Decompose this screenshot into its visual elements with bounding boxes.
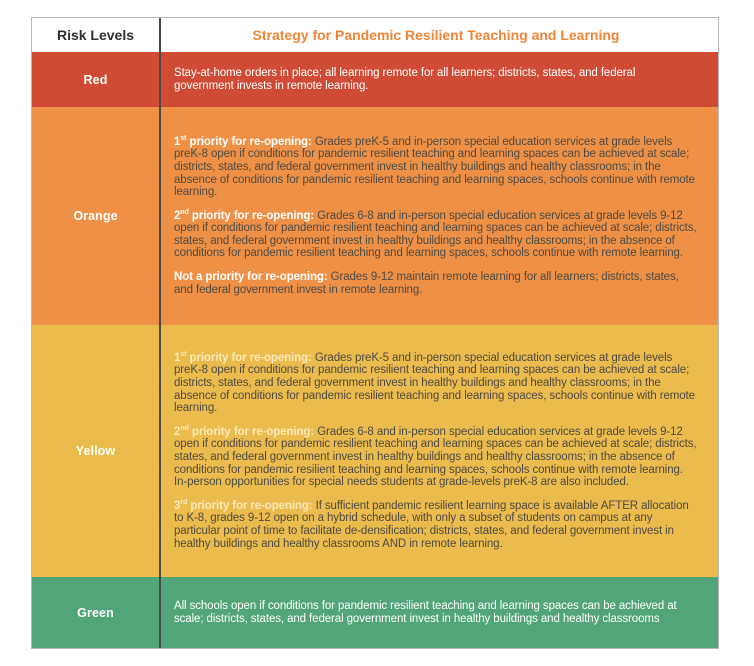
risk-strategy-table bbox=[31, 17, 719, 649]
paragraph-body: Grades preK-5 and in-person special education services at grade levels preK-8 open if conditions for pandemic resilient teaching and learning spaces can be achieved at scale; districts, states, and federal government invest in healthy buildings and healthy classrooms; in the absence of conditions for pandemic resilient teaching and learning spaces, schools continue with remote learning. bbox=[174, 351, 695, 415]
strategy-header-label: Strategy for Pandemic Resilient Teaching and Learning bbox=[252, 27, 620, 43]
risk-level-label-yellow: Yellow bbox=[75, 444, 116, 458]
paragraph-body: Grades preK-5 and in-person special education services at grade levels preK-8 open if conditions for pandemic resilient teaching and learning spaces can be achieved at scale; districts, states, and federal government invest in healthy buildings and healthy classrooms; in the absence of conditions for pandemic resilient teaching and learning spaces, schools continue with remote learning. bbox=[174, 135, 695, 199]
paragraph-body: Grades 9-12 maintain remote learning for all learners; districts, states, and federal government invest in remote learning. bbox=[174, 271, 679, 296]
risk-levels-header-label: Risk Levels bbox=[56, 27, 135, 43]
strategy-cell-red bbox=[159, 52, 718, 107]
paragraph-body: All schools open if conditions for pandemic resilient teaching and learning spaces can be achieved at scale; districts, states, and federal government invest in healthy buildings and healthy classrooms bbox=[174, 599, 677, 625]
strategy-cell-yellow bbox=[159, 325, 718, 577]
paragraph-body: Stay-at-home orders in place; all learning remote for all learners; districts, states, and federal government invests in remote learning. bbox=[174, 66, 636, 92]
strategy-cell-green bbox=[159, 577, 718, 648]
priority-lead: 1st priority for re-opening: bbox=[174, 133, 312, 148]
strategy-paragraph bbox=[174, 271, 698, 296]
strategy-paragraph bbox=[174, 497, 698, 550]
ordinal-superscript: nd bbox=[180, 423, 189, 432]
priority-lead: 2nd priority for re-opening: bbox=[174, 423, 315, 438]
ordinal-superscript: rd bbox=[180, 497, 188, 506]
paragraph-body: Grades 6-8 and in-person special education services at grade levels 9-12 open if conditions for pandemic resilient teaching and learning spaces can be achieved at scale; districts, states, and federal government invest in healthy buildings and healthy classrooms; in the absence of conditions for pandemic resilient teaching and learning spaces, schools continue with remote learning. bbox=[174, 209, 697, 260]
priority-lead: Not a priority for re-opening: bbox=[174, 271, 328, 284]
risk-level-cell-orange bbox=[32, 107, 159, 325]
priority-lead: 2nd priority for re-opening: bbox=[174, 207, 315, 222]
risk-level-cell-red bbox=[32, 52, 159, 107]
strategy-header-cell bbox=[159, 18, 718, 52]
strategy-paragraph bbox=[174, 67, 698, 92]
risk-level-cell-green bbox=[32, 577, 159, 648]
paragraph-body: If sufficient pandemic resilient learning space is available AFTER allocation to K-8, grades 9-12 open on a hybrid schedule, with only a subset of students on campus at any particular point of time to facilitate de-densification; districts, states, and federal government invest in healthy buildings and healthy classrooms AND in remote learning. bbox=[174, 499, 689, 550]
strategy-paragraph bbox=[174, 207, 698, 260]
ordinal-superscript: st bbox=[180, 133, 187, 142]
ordinal-superscript: nd bbox=[180, 207, 189, 216]
risk-level-label-red: Red bbox=[83, 72, 108, 87]
strategy-paragraph bbox=[174, 423, 698, 489]
risk-level-label-orange: Orange bbox=[73, 209, 118, 223]
strategy-paragraph bbox=[174, 133, 698, 199]
priority-lead: 1st priority for re-opening: bbox=[174, 350, 312, 364]
risk-level-cell-yellow bbox=[32, 325, 159, 577]
priority-lead: 3rd priority for re-opening: bbox=[174, 497, 313, 512]
strategy-paragraph bbox=[174, 352, 698, 415]
strategy-paragraph bbox=[174, 600, 698, 625]
paragraph-body: Grades 6-8 and in-person special education services at grade levels 9-12 open if conditions for pandemic resilient teaching and learning spaces can be achieved at scale; districts, states, and federal government invest in healthy buildings and healthy classrooms; in the absence of conditions for pandemic resilient teaching and learning spaces, schools continue with remote learning. In-person opportunities for special needs students at grade-levels preK-8 are also included. bbox=[174, 425, 697, 489]
ordinal-superscript: st bbox=[180, 350, 187, 359]
risk-level-label-green: Green bbox=[77, 605, 114, 620]
strategy-cell-orange bbox=[159, 107, 718, 325]
risk-levels-header-cell bbox=[32, 18, 159, 52]
